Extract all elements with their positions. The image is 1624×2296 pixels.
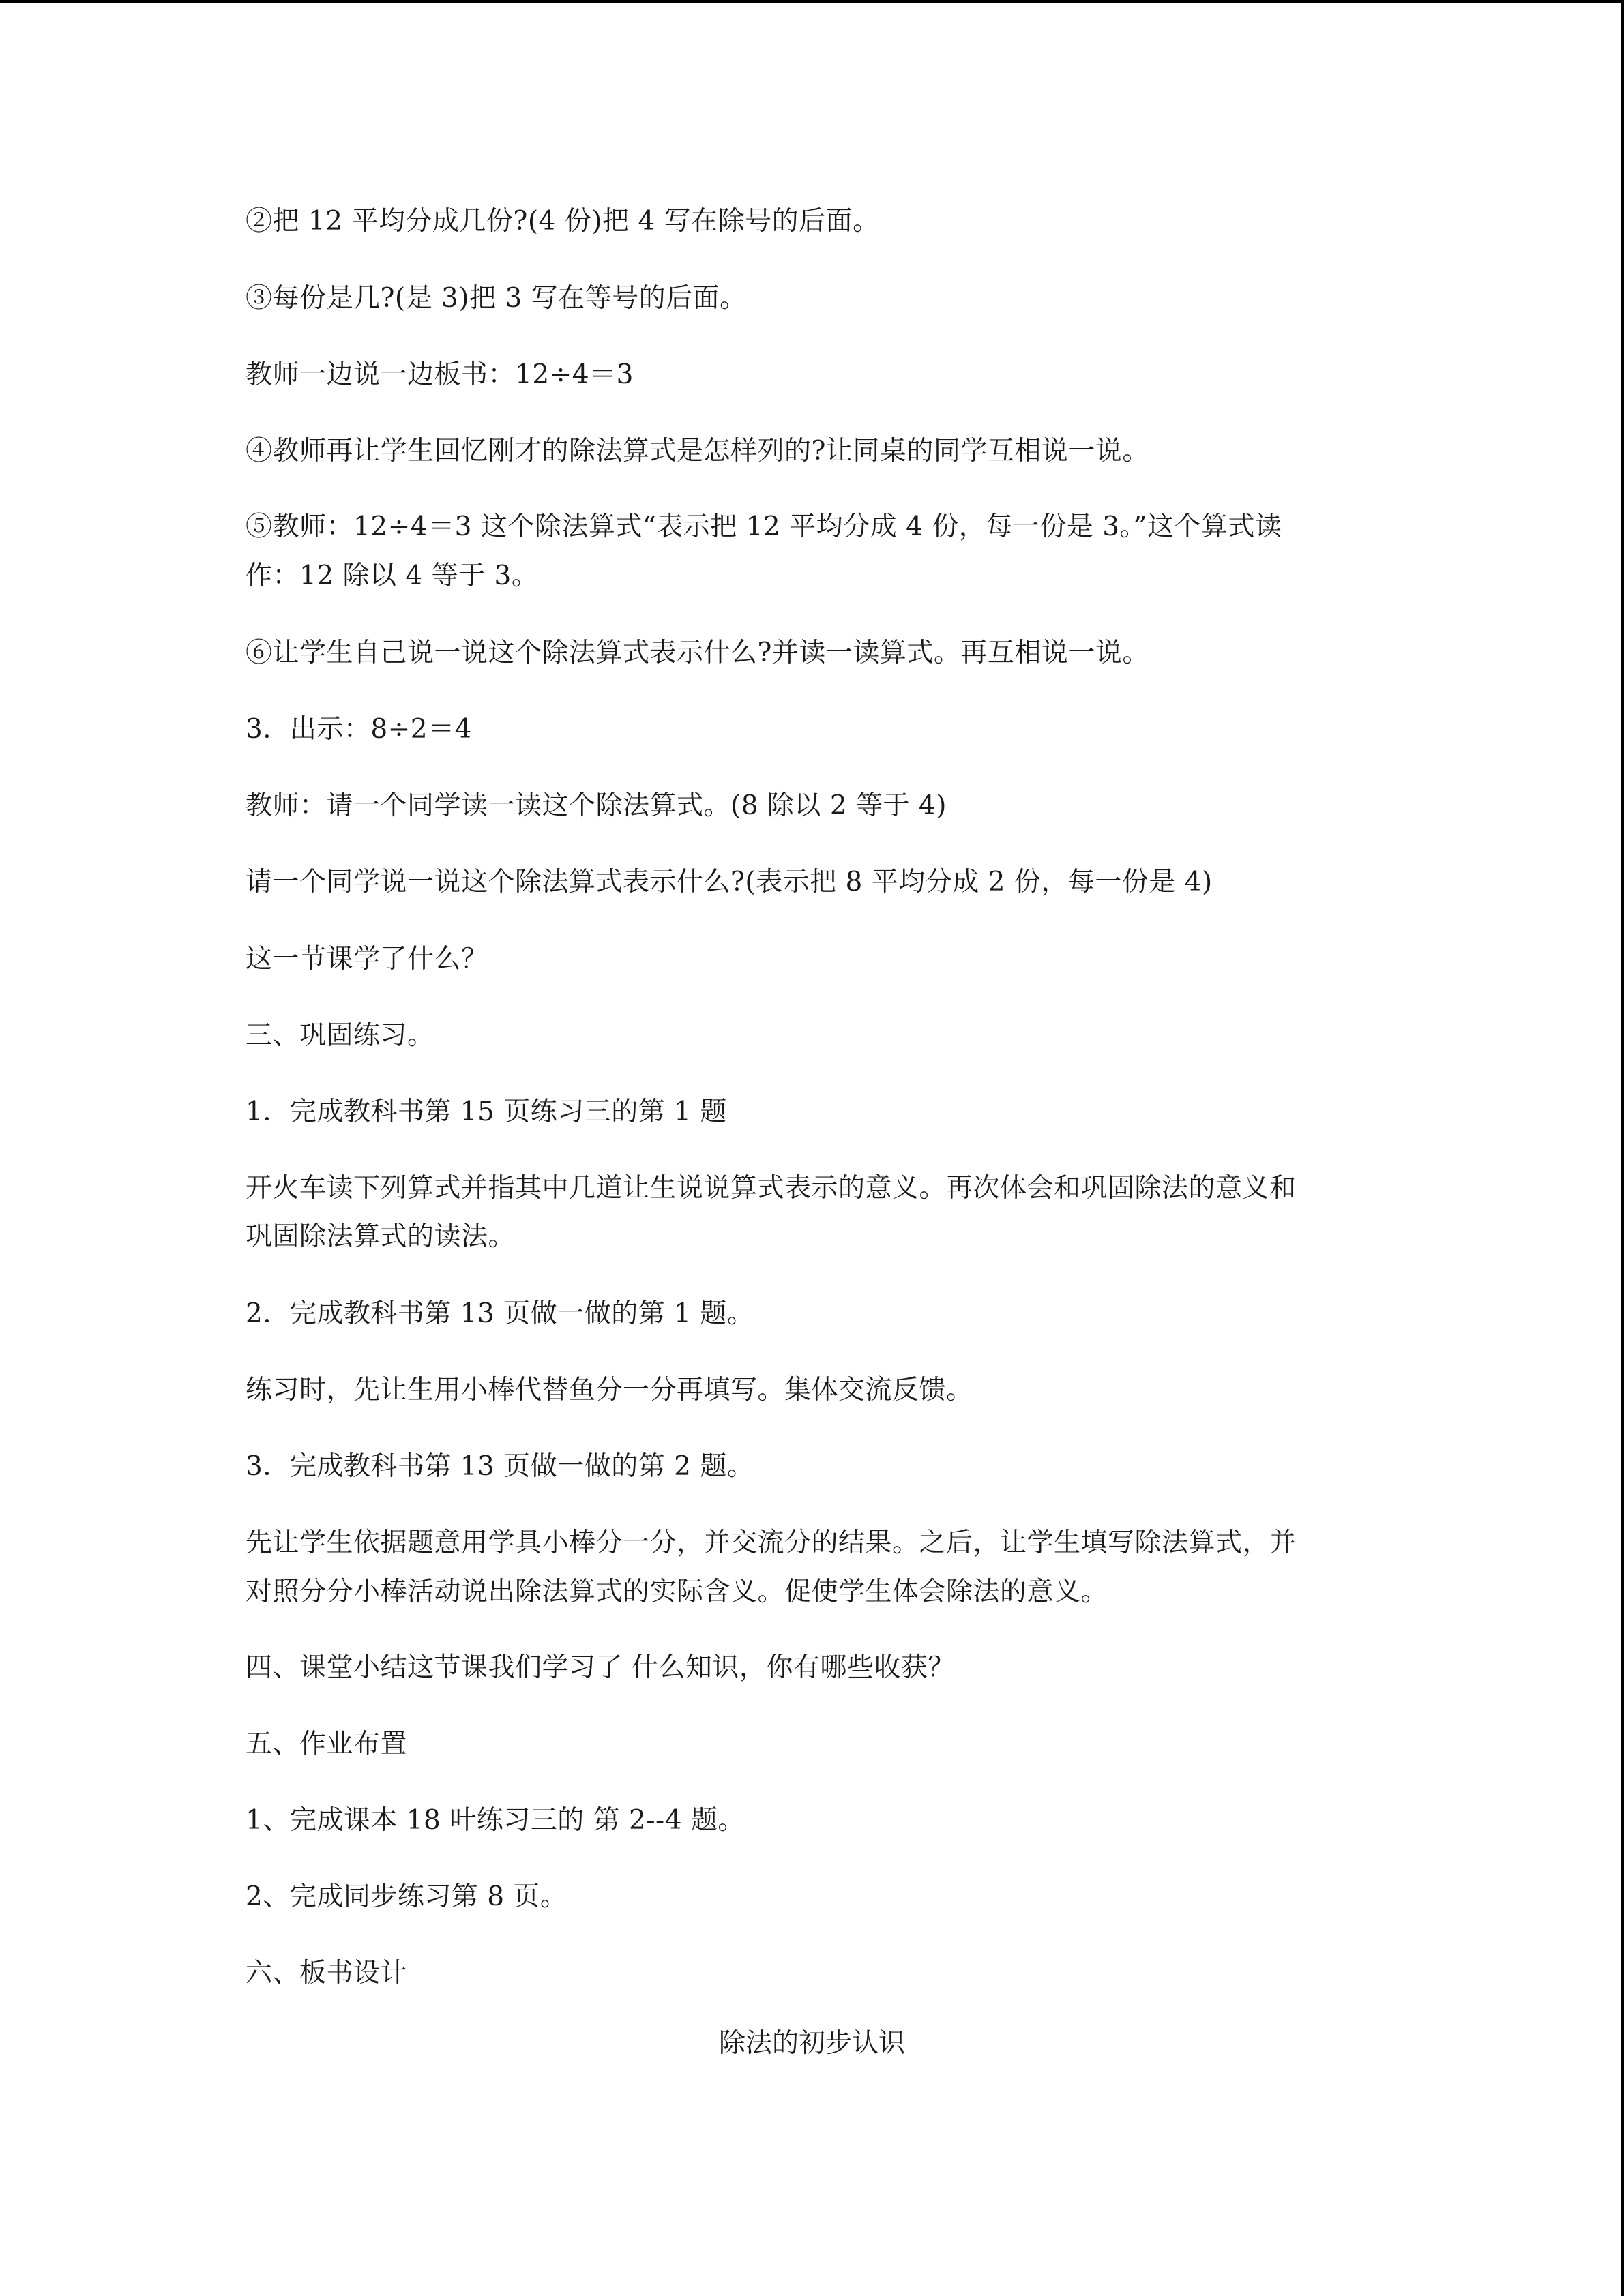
- section-3-heading: 三、巩固练习。: [246, 1020, 434, 1051]
- step-3-text: ③每份是几?(是 3)把 3 写在等号的后面。: [246, 283, 747, 314]
- explain-equation-text: 请一个同学说一说这个除法算式表示什么?(表示把 8 平均分成 2 份，每一份是 4): [246, 867, 1213, 897]
- step-6-text: ⑥让学生自己说一说这个除法算式表示什么?并读一读算式。再互相说一说。: [246, 638, 1149, 668]
- section-5-heading: 五、作业布置: [246, 1729, 408, 1759]
- exercise-3-desc-line1: 先让学生依据题意用学具小棒分一分，并交流分的结果。之后，让学生填写除法算式，并: [246, 1527, 1297, 1558]
- show-equation-text: 3．出示：8÷2＝4: [246, 714, 472, 745]
- step-5-text-line2: 作：12 除以 4 等于 3。: [246, 561, 539, 591]
- exercise-1-desc-line2: 巩固除法算式的读法。: [246, 1221, 516, 1252]
- teacher-board-text: 教师一边说一边板书：12÷4＝3: [246, 359, 634, 390]
- exercise-2-desc: 练习时，先让生用小棒代替鱼分一分再填写。集体交流反馈。: [246, 1375, 973, 1405]
- right-border-rule: [1621, 0, 1624, 2296]
- exercise-1-desc-line1: 开火车读下列算式并指其中几道让生说说算式表示的意义。再次体会和巩固除法的意义和: [246, 1173, 1297, 1204]
- exercise-2-text: 2．完成教科书第 13 页做一做的第 1 题。: [246, 1298, 754, 1329]
- section-6-heading: 六、板书设计: [246, 1958, 408, 1988]
- board-design-title: 除法的初步认识: [718, 2028, 905, 2059]
- top-border-rule: [0, 0, 1624, 3]
- homework-1-text: 1、完成课本 18 叶练习三的 第 2--4 题。: [246, 1805, 745, 1836]
- step-2-text: ②把 12 平均分成几份?(4 份)把 4 写在除号的后面。: [246, 206, 880, 237]
- section-4-heading: 四、课堂小结这节课我们学习了 什么知识，你有哪些收获？: [246, 1652, 955, 1683]
- exercise-3-desc-line2: 对照分分小棒活动说出除法算式的实际含义。促使学生体会除法的意义。: [246, 1577, 1108, 1607]
- homework-2-text: 2、完成同步练习第 8 页。: [246, 1881, 567, 1912]
- teacher-read-text: 教师：请一个同学读一读这个除法算式。(8 除以 2 等于 4): [246, 790, 947, 821]
- summary-question-text: 这一节课学了什么？: [246, 944, 488, 974]
- step-4-text: ④教师再让学生回忆刚才的除法算式是怎样列的?让同桌的同学互相说一说。: [246, 436, 1149, 466]
- exercise-3-text: 3．完成教科书第 13 页做一做的第 2 题。: [246, 1451, 754, 1482]
- step-5-text-line1: ⑤教师：12÷4＝3 这个除法算式“表示把 12 平均分成 4 份，每一份是 3。”这个算式读: [246, 511, 1282, 542]
- exercise-1-text: 1．完成教科书第 15 页练习三的第 1 题: [246, 1097, 727, 1127]
